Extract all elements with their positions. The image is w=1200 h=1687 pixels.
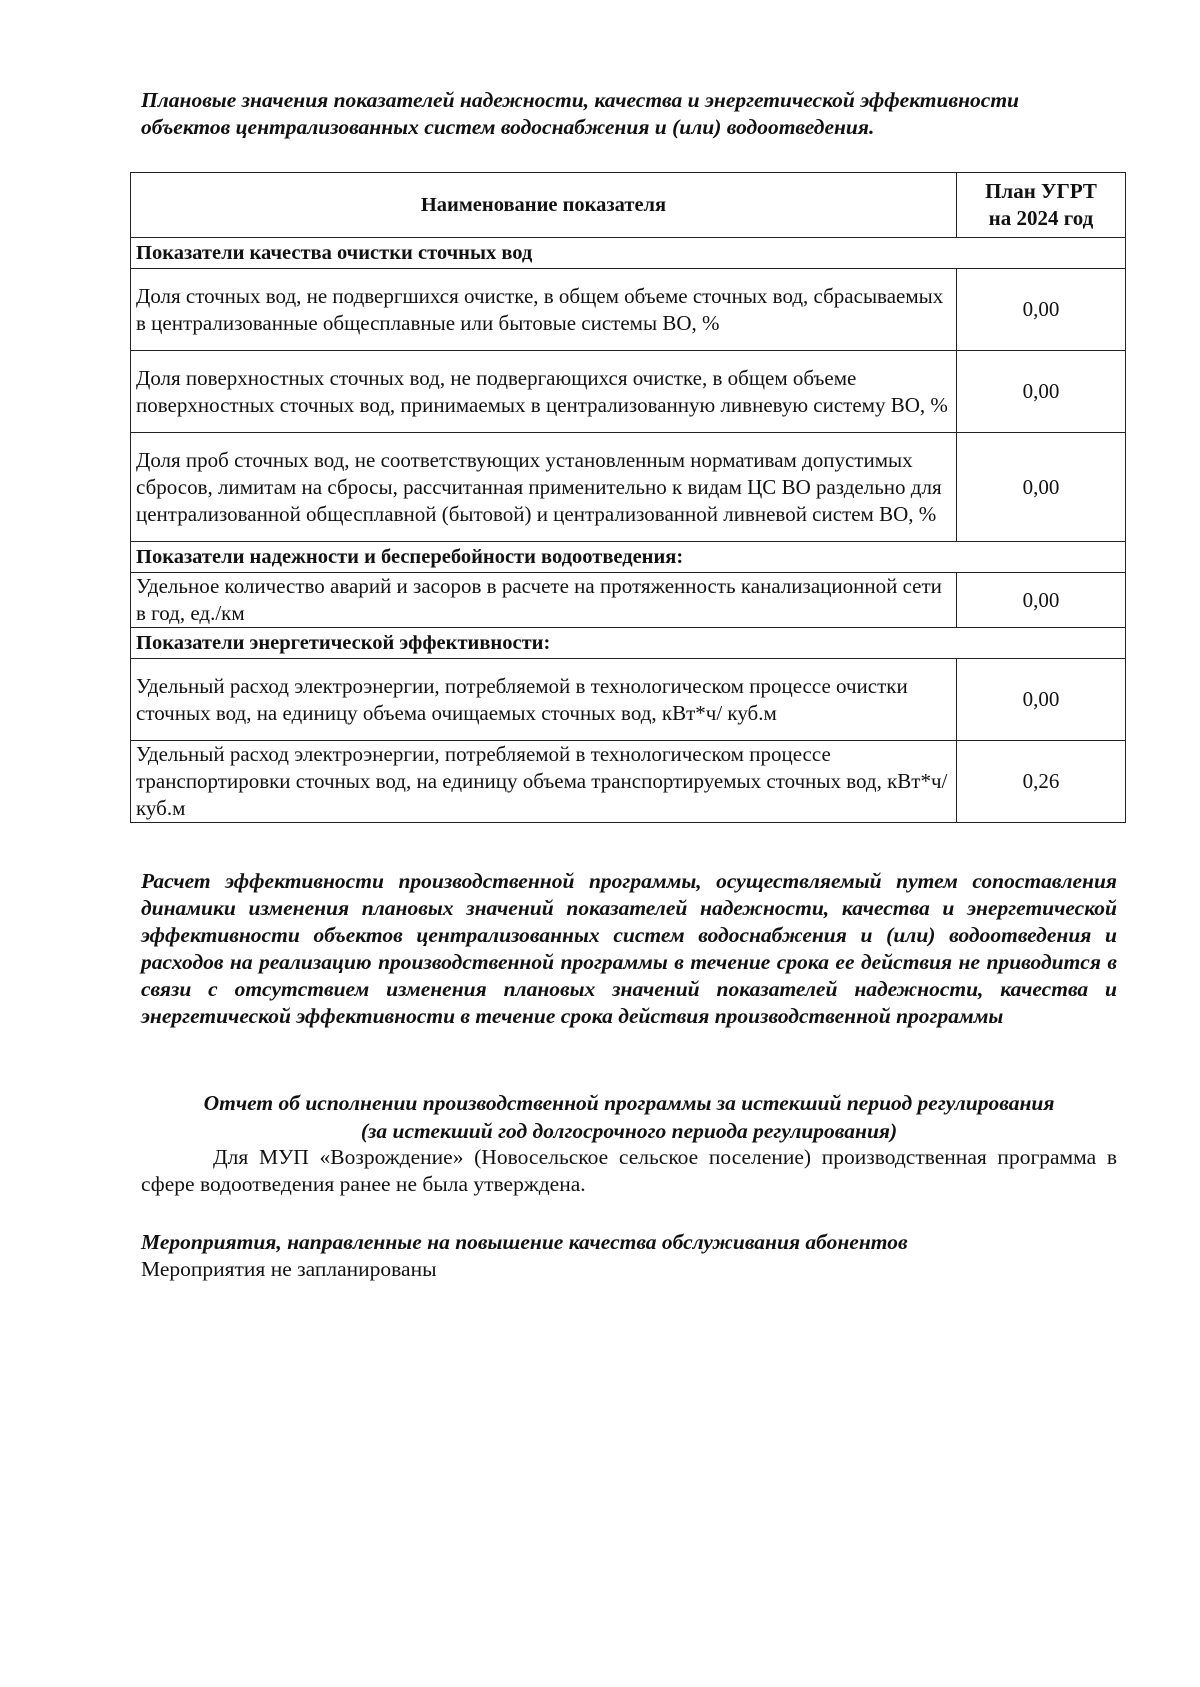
section-row-quality xyxy=(131,238,1126,269)
section-row-reliability xyxy=(131,542,1126,573)
indicator-name: Доля поверхностных сточных вод, не подвергающихся очистке, в общем объеме поверхностных сточных вод, принимаемых в централизованную ливневую систему ВО, % xyxy=(131,351,957,433)
column-header-name: Наименование показателя xyxy=(131,173,957,238)
indicator-value: 0,00 xyxy=(957,433,1126,542)
section-title: Показатели энергетической эффективности: xyxy=(131,628,1126,659)
efficiency-calculation-note: Расчет эффективности производственной программы, осуществляемый путем сопоставления динамики изменения плановых значений показателей надежности, качества и энергетической эффективности объектов централизованных систем водоснабжения и (или) водоотведения и расходов на реализацию производственной программы в течение срока ее действия не приводится в связи с отсутствием изменения плановых значений показателей надежности, качества и энергетической эффективности в течение срока действия производственной программы xyxy=(141,869,1117,1028)
indicator-value: 0,00 xyxy=(957,573,1126,628)
table-row xyxy=(131,573,1126,628)
indicator-name: Доля проб сточных вод, не соответствующих установленным нормативам допустимых сбросов, лимитам на сбросы, рассчитанная применительно к видам ЦС ВО раздельно для централизованной общесплавной (бытовой) и централизованной ливневой систем ВО, % xyxy=(131,433,957,542)
column-header-value xyxy=(957,173,1126,238)
indicator-name: Удельный расход электроэнергии, потребляемой в технологическом процессе очистки сточных вод, на единицу объема очищаемых сточных вод, кВт*ч/ куб.м xyxy=(131,659,957,741)
indicator-name: Удельное количество аварий и засоров в расчете на протяженность канализационной сети в год, ед./км xyxy=(131,573,957,628)
indicator-value: 0,00 xyxy=(957,659,1126,741)
table-row xyxy=(131,433,1126,542)
section-row-energy xyxy=(131,628,1126,659)
table-header-row xyxy=(131,173,1126,238)
section-title: Показатели надежности и бесперебойности водоотведения: xyxy=(131,542,1126,573)
report-text: Для МУП «Возрождение» (Новосельское сельское поселение) производственная программа в сфере водоотведения ранее не была утверждена. xyxy=(141,1145,1117,1196)
indicator-value: 0,00 xyxy=(957,269,1126,351)
measures-text: Мероприятия не запланированы xyxy=(141,1257,437,1281)
table-row xyxy=(131,741,1126,823)
table-row xyxy=(131,659,1126,741)
measures-heading: Мероприятия, направленные на повышение качества обслуживания абонентов xyxy=(141,1230,908,1254)
column-header-value-line2: на 2024 год xyxy=(988,206,1094,230)
report-subheading: (за истекший год долгосрочного периода регулирования) xyxy=(360,1119,898,1143)
indicator-name: Доля сточных вод, не подвергшихся очистке, в общем объеме сточных вод, сбрасываемых в централизованные общесплавные или бытовые системы ВО, % xyxy=(131,269,957,351)
table-row xyxy=(131,269,1126,351)
indicators-table xyxy=(130,172,1126,823)
section-title: Показатели качества очистки сточных вод xyxy=(131,238,1126,269)
indicator-value: 0,00 xyxy=(957,351,1126,433)
table-row xyxy=(131,351,1126,433)
document-title: Плановые значения показателей надежности, качества и энергетической эффективности объектов централизованных систем водоснабжения и (или) водоотведения. xyxy=(141,88,1020,139)
report-heading: Отчет об исполнении производственной программы за истекший период регулирования xyxy=(203,1091,1055,1115)
indicator-name: Удельный расход электроэнергии, потребляемой в технологическом процессе транспортировки сточных вод, на единицу объема транспортируемых сточных вод, кВт*ч/ куб.м xyxy=(131,741,957,823)
column-header-value-line1: План УГРТ xyxy=(985,179,1097,203)
indicator-value: 0,26 xyxy=(957,741,1126,823)
